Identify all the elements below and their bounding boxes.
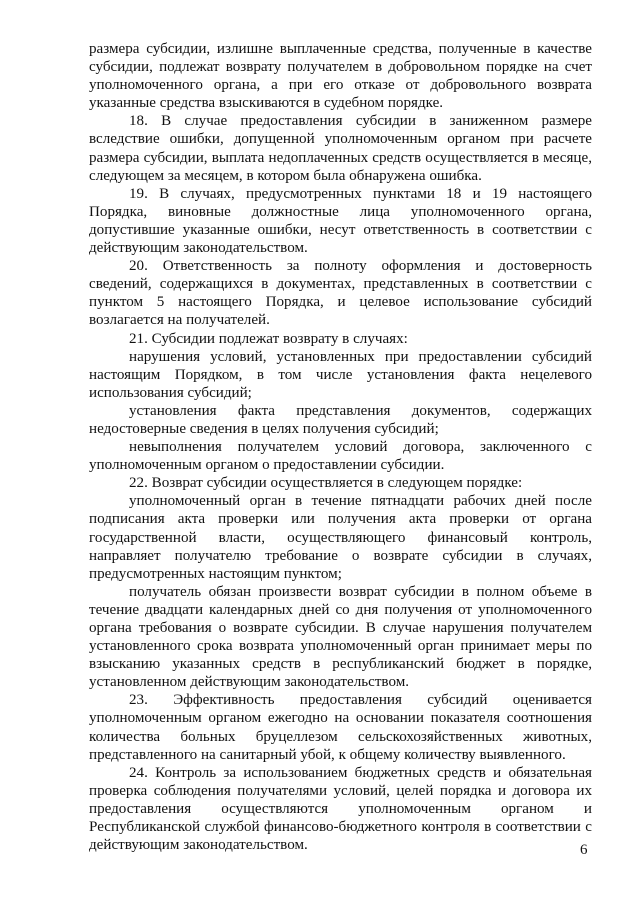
paragraph-18: 18. В случае предоставления субсидии в заниженном размере вследствие ошибки, допущенной уполномоченным органом при расчете размера субсидии, выплата недоплаченных средств осуществляется в месяце, следующем за месяцем, в котором была обнаружена ошибка. [89, 113, 592, 184]
document-body [89, 40, 592, 854]
paragraph-22-item-1: уполномоченный орган в течение пятнадцати рабочих дней после подписания акта проверки или получения акта проверки от органа государственной власти, осуществляющего финансовый контроль, направляет получателю требование о возврате субсидии в случаях, предусмотренных настоящим пунктом; [89, 493, 592, 582]
paragraph-continuation: размера субсидии, излишне выплаченные средства, полученные в качестве субсидии, подлежат возврату получателем в добровольном порядке на счет уполномоченного органа, а при его отказе от добровольного возврата указанные средства взыскиваются в судебном порядке. [89, 41, 592, 112]
page-number: 6 [580, 842, 588, 858]
paragraph-22-item-2: получатель обязан произвести возврат субсидии в полном объеме в течение двадцати календарных дней со дня получения от уполномоченного органа требования о возврате субсидии. В случае нарушения получателем установленного срока возврата уполномоченный орган принимает меры по взысканию указанных средств в республиканский бюджет в порядке, установленном действующим законодательством. [89, 583, 592, 691]
paragraph-22: 22. Возврат субсидии осуществляется в следующем порядке: [129, 475, 523, 492]
paragraph-24: 24. Контроль за использованием бюджетных средств и обязательная проверка соблюдения получателями условий, целей порядка и договора их предоставления осуществляются уполномоченным органом и Республиканской службой финансово-бюджетного контроля в соответствии с действующим законодательством. [89, 764, 592, 854]
paragraph-19: 19. В случаях, предусмотренных пунктами 18 и 19 настоящего Порядка, виновные должностные лица уполномоченного органа, допустившие указанные ошибки, несут ответственность в соответствии с действующим законодательством. [89, 185, 592, 257]
paragraph-23: 23. Эффективность предоставления субсидий оценивается уполномоченным органом ежегодно на основании показателя соотношения количества больных бруцеллезом сельскохозяйственных животных, представленного на санитарный убой, к общему количеству выявленного. [89, 692, 592, 763]
paragraph-21-item-2: установления факта представления документов, содержащих недостоверные сведения в целях получения субсидий; [89, 402, 592, 437]
paragraph-21: 21. Субсидии подлежат возврату в случаях: [129, 330, 408, 347]
paragraph-21-item-1: нарушения условий, установленных при предоставлении субсидий настоящим Порядком, в том числе установления факта нецелевого использования субсидий; [89, 348, 592, 401]
paragraph-20: 20. Ответственность за полноту оформления и достоверность сведений, содержащихся в документах, представленных в соответствии с пунктом 5 настоящего Порядка, и целевое использование субсидий возлагается на получателей. [89, 258, 592, 329]
paragraph-21-item-3: невыполнения получателем условий договора, заключенного с уполномоченным органом о предоставлении субсидии. [89, 439, 592, 474]
